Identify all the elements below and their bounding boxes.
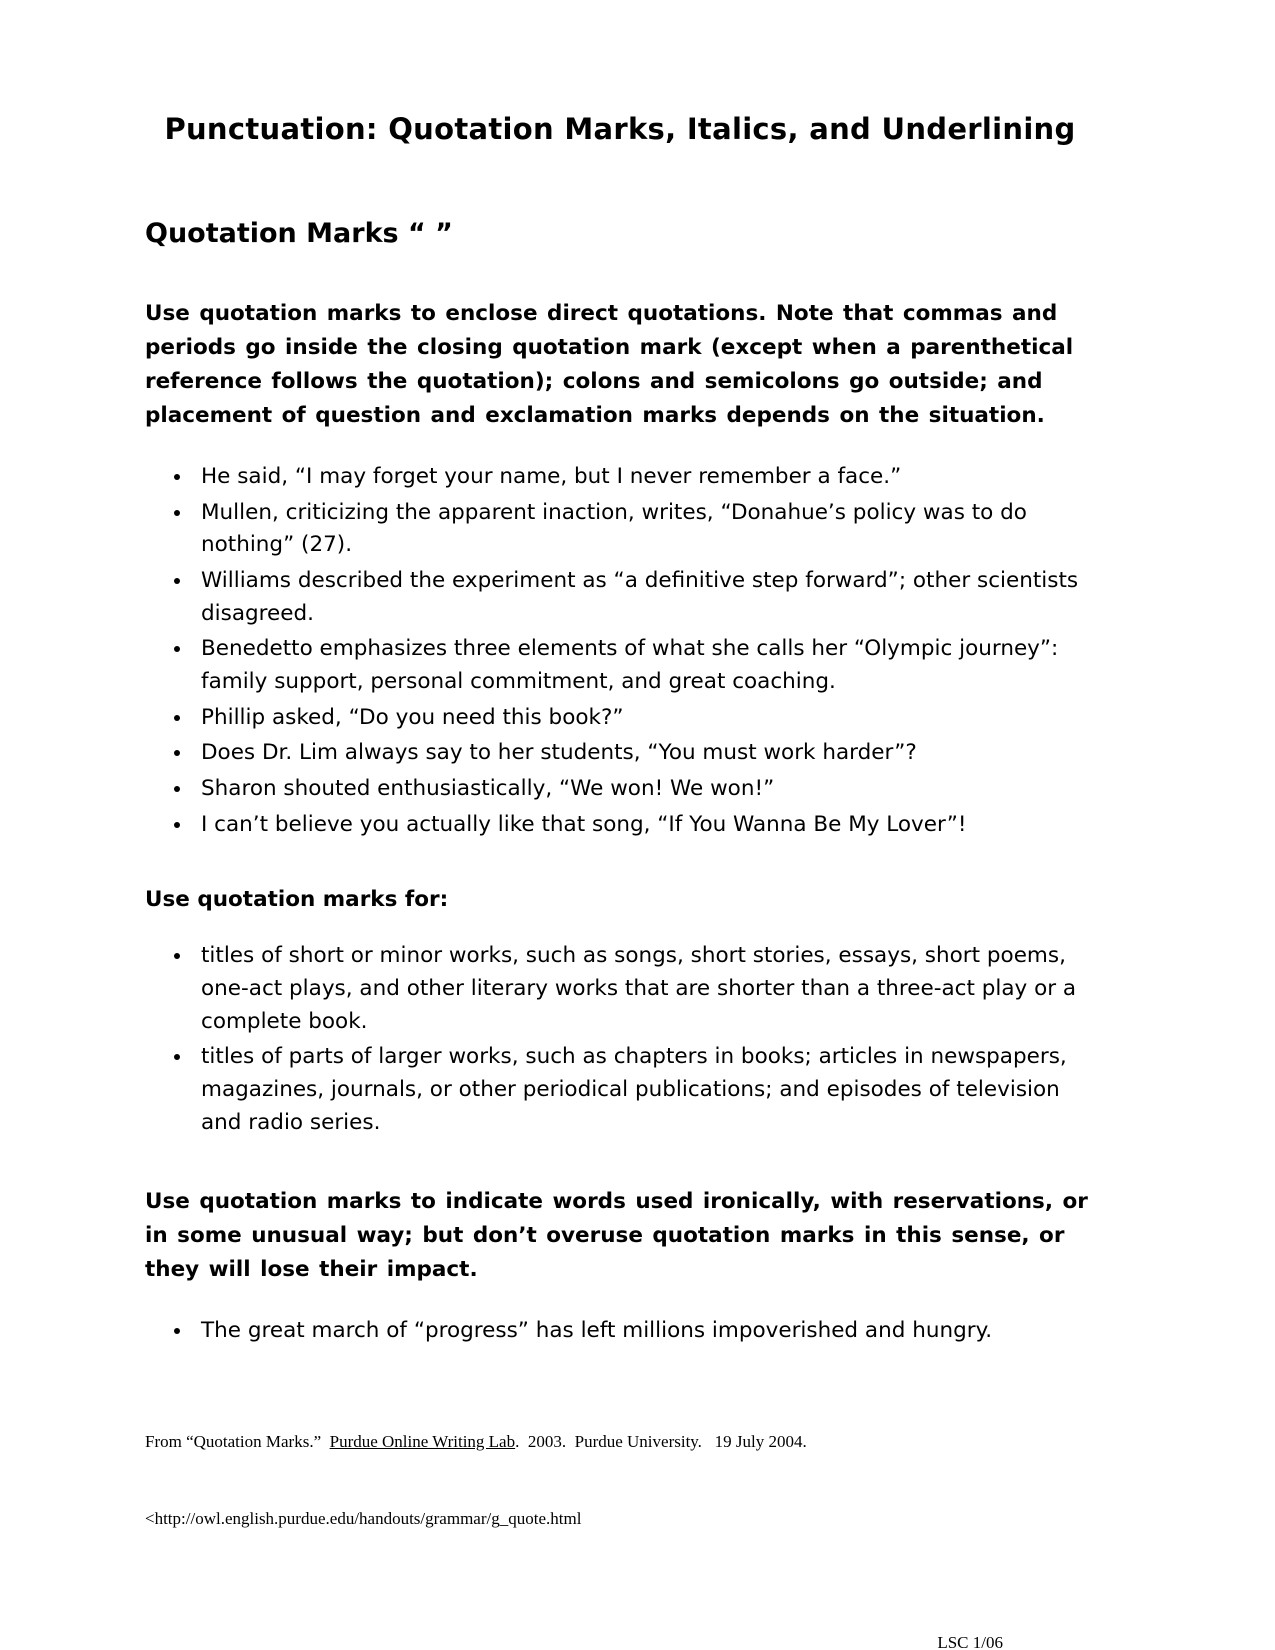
citation-source-title: Purdue Online Writing Lab bbox=[329, 1432, 516, 1451]
citation-line-1 bbox=[145, 1429, 1095, 1455]
section-heading-quotation-marks: Quotation Marks “ ” bbox=[145, 218, 453, 249]
citation-prefix: From “Quotation Marks.” bbox=[145, 1432, 330, 1451]
list-item: • Sharon shouted enthusiastically, “We won! We won!” bbox=[193, 773, 1095, 806]
list-item: • Williams described the experiment as “a definitive step forward”; other scientists disagreed. bbox=[193, 565, 1095, 630]
page-code: LSC 1/06 bbox=[937, 1633, 1003, 1650]
citation-url: <http://owl.english.purdue.edu/handouts/grammar/g_quote.html bbox=[145, 1508, 582, 1528]
list-item: • Mullen, criticizing the apparent inaction, writes, “Donahue’s policy was to do nothing” (27). bbox=[193, 497, 1095, 562]
list-item: • Benedetto emphasizes three elements of what she calls her “Olympic journey”: family support, personal commitment, and great coaching. bbox=[193, 633, 1095, 698]
ironic-usage-paragraph: Use quotation marks to indicate words used ironically, with reservations, or in some unusual way; but don’t overuse quotation marks in this sense, or they will lose their impact. bbox=[145, 1189, 1088, 1283]
direct-quotation-examples-list bbox=[145, 461, 1095, 841]
ironic-example-list bbox=[145, 1315, 1095, 1348]
citation-footer bbox=[145, 1378, 1095, 1650]
list-item: • Phillip asked, “Do you need this book?” bbox=[193, 702, 1095, 735]
list-item: • The great march of “progress” has left millions impoverished and hungry. bbox=[193, 1315, 1095, 1348]
intro-paragraph: Use quotation marks to enclose direct quotations. Note that commas and periods go inside the closing quotation mark (except when a parenthetical reference follows the quotation); colons and semicolons go outside; and placement of question and exclamation marks depends on the situation. bbox=[145, 301, 1074, 428]
list-item: • I can’t believe you actually like that song, “If You Wanna Be My Lover”! bbox=[193, 809, 1095, 842]
citation-suffix: . 2003. Purdue University. 19 July 2004. bbox=[515, 1432, 807, 1451]
page-title: Punctuation: Quotation Marks, Italics, and Underlining bbox=[164, 112, 1076, 146]
heading-use-quotation-marks-for: Use quotation marks for: bbox=[145, 887, 449, 913]
list-item: • Does Dr. Lim always say to her students, “You must work harder”? bbox=[193, 737, 1095, 770]
titles-usage-list bbox=[145, 940, 1095, 1139]
list-item: • titles of parts of larger works, such as chapters in books; articles in newspapers, magazines, journals, or other periodical publications; and episodes of television and radio series. bbox=[193, 1041, 1095, 1139]
list-item: • He said, “I may forget your name, but I never remember a face.” bbox=[193, 461, 1095, 494]
list-item: • titles of short or minor works, such as songs, short stories, essays, short poems, one-act plays, and other literary works that are shorter than a three-act play or a complete book. bbox=[193, 940, 1095, 1038]
